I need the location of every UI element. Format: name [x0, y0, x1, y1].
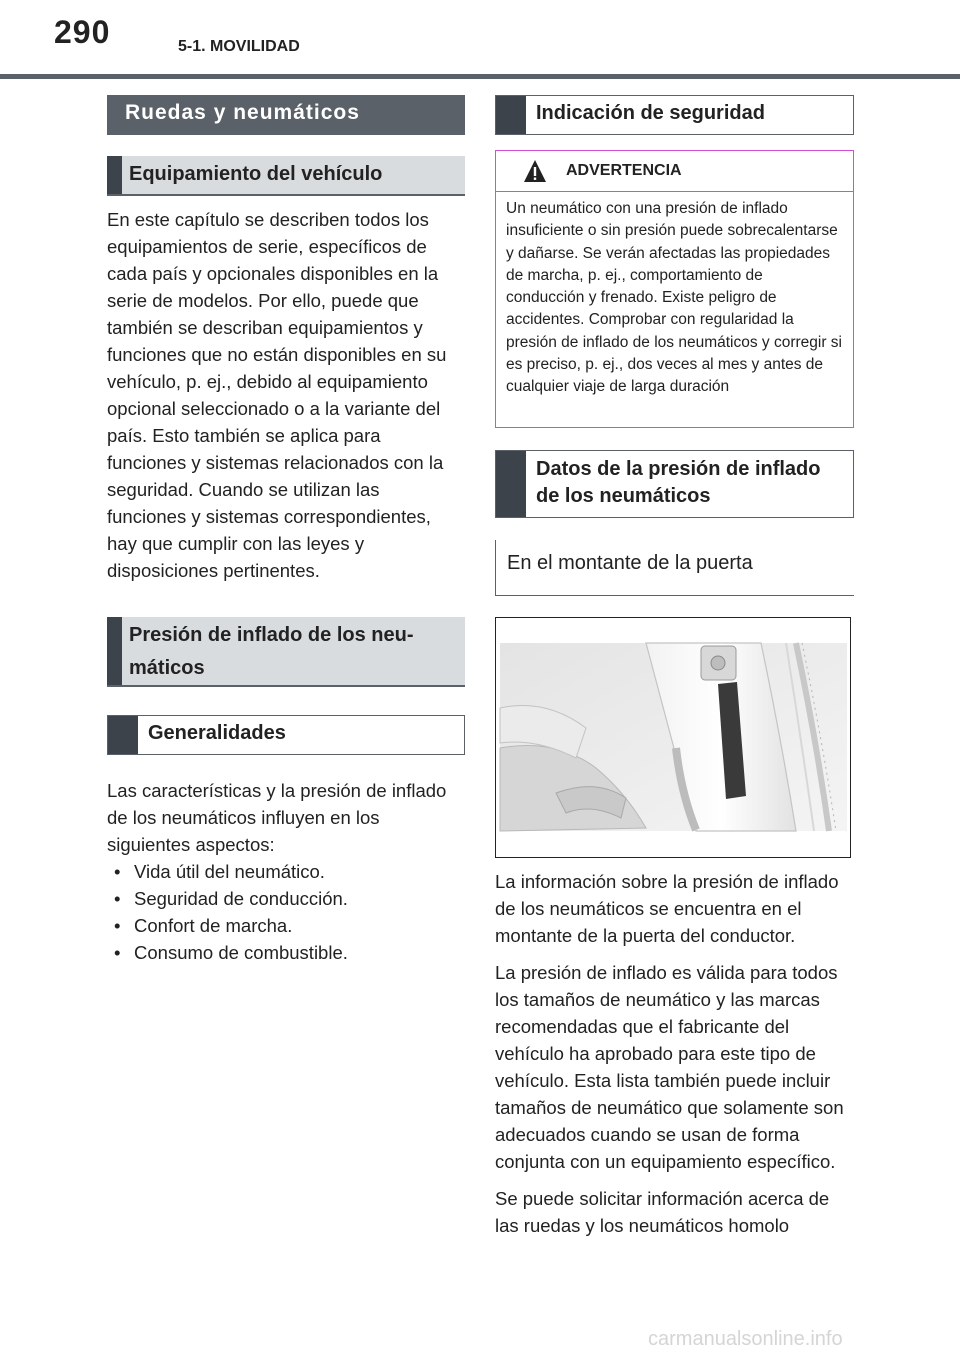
heading-equipamiento — [107, 156, 465, 196]
heading-generalidades — [107, 715, 465, 755]
left-column — [107, 95, 465, 966]
warning-header — [496, 151, 853, 192]
pressure-info-paragraphs — [495, 868, 845, 1239]
generalidades-intro: Las características y la presión de inflado de los neumáticos influyen en los siguientes aspectos: — [107, 780, 447, 855]
heading-bar — [108, 716, 138, 754]
warning-icon — [523, 159, 547, 183]
heading-bar — [107, 617, 122, 685]
list-item: • Vida útil del neumático. — [107, 858, 465, 885]
heading-seguridad-label: Indicación de seguridad — [536, 102, 765, 124]
warning-title: ADVERTENCIA — [566, 162, 682, 179]
paragraph: Se puede solicitar información acerca de las ruedas y los neumáticos homolo — [495, 1188, 830, 1236]
door-pillar-image — [496, 618, 851, 858]
heading-seguridad — [495, 95, 854, 135]
chapter-title: 5-1. MOVILIDAD — [178, 38, 300, 55]
heading-presion — [107, 617, 465, 687]
paragraph: La información sobre la presión de inflado de los neumáticos se encuentra en el montante de la puerta del conductor. — [495, 871, 839, 946]
generalidades-paragraph — [107, 777, 452, 858]
equipamiento-paragraph — [107, 206, 459, 584]
heading-presion-label: Presión de inflado de los neumáticos — [129, 624, 414, 679]
list-item: • Confort de marcha. — [107, 912, 465, 939]
right-column — [495, 95, 854, 1239]
heading-datos — [495, 450, 854, 518]
page-number: 290 — [54, 14, 111, 50]
warning-text: Un neumático con una presión de inflado insuficiente o sin presión puede sobrecalentarse y dañarse. Se verán afectadas las propiedades de marcha, p. ej., comportamiento de conducción y frenado. Existe peligro de accidentes. Comprobar con regularidad la presión de inflado de los neumáticos y corregir si es preciso, p. ej., dos veces al mes y antes de cualquier viaje de larga duración — [506, 200, 843, 396]
list-item: • Consumo de combustible. — [107, 939, 465, 966]
heading-equipamiento-label: Equipamiento del vehículo — [129, 163, 383, 185]
page-header — [0, 0, 960, 80]
list-item: • Seguridad de conducción. — [107, 885, 465, 912]
heading-datos-label: Datos de la presión de inflado de los neumáticos — [536, 458, 821, 507]
heading-bar — [496, 96, 526, 134]
door-pillar-illustration — [495, 617, 851, 858]
heading-bar — [107, 156, 122, 194]
heading-generalidades-label: Generalidades — [148, 722, 286, 744]
heading-bar — [496, 451, 526, 517]
watermark: carmanualsonline.info — [648, 1328, 843, 1350]
warning-box — [495, 150, 854, 428]
header-rule — [0, 74, 960, 79]
heading-montante: En el montante de la puerta — [495, 540, 854, 596]
paragraph: La presión de inflado es válida para todos los tamaños de neumático y las marcas recomendadas que el fabricante del vehículo ha aprobado para este tipo de vehículo. Esta lista también puede incluir tamaños de neumático que solamente son adecuados cuando se usan de forma conjunta con un equipamiento específico. — [495, 962, 844, 1172]
aspects-list — [107, 858, 465, 966]
equipamiento-text: En este capítulo se describen todos los equipamientos de serie, específicos de cada país y opcionales disponibles en la serie de modelos. Por ello, puede que también se describan equipamientos y funciones que no están disponibles en su vehículo, p. ej., debido al equipamiento opcional seleccionado o a la variante del país. Esto también se aplica para funciones y sistemas relacionados con la seguridad. Cuando se utilizan las funciones y sistemas correspondientes, hay que cumplir con las leyes y disposiciones pertinentes. — [107, 209, 447, 581]
section-title: Ruedas y neumáticos — [107, 95, 465, 135]
